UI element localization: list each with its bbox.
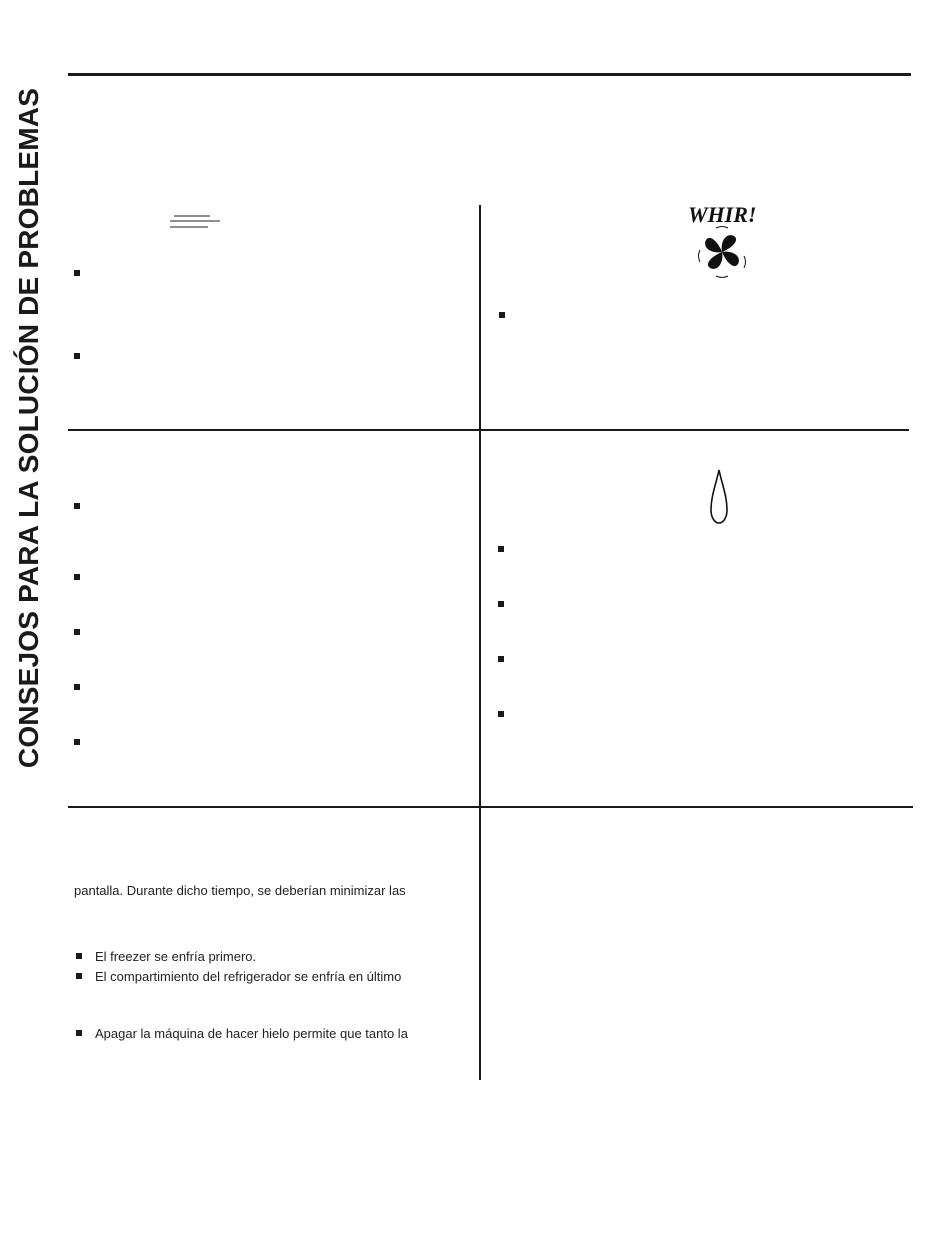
list-bullet	[74, 353, 80, 359]
list-bullet	[499, 312, 505, 318]
list-bullet	[498, 656, 504, 662]
water-drop-icon	[708, 468, 730, 526]
list-bullet	[74, 739, 80, 745]
list-bullet	[74, 503, 80, 509]
list-bullet	[76, 1030, 82, 1036]
list-bullet	[498, 601, 504, 607]
list-bullet	[498, 546, 504, 552]
center-divider	[479, 205, 481, 1080]
top-rule	[68, 73, 911, 76]
list-bullet	[498, 711, 504, 717]
cooldown-paragraph-line: pantalla. Durante dicho tiempo, se deberían minimizar las	[74, 883, 406, 898]
whir-label: WHIR!	[688, 202, 757, 227]
row-divider-1	[68, 429, 909, 431]
list-bullet	[76, 973, 82, 979]
freezer-cools-first-text: El freezer se enfría primero.	[95, 949, 257, 964]
fridge-cools-last-text: El compartimiento del refrigerador se enfría en último	[95, 969, 402, 984]
side-title-text: CONSEJOS PARA LA SOLUCIÓN DE PROBLEMAS	[13, 87, 44, 769]
fan-whir-icon	[684, 198, 768, 278]
list-bullet	[74, 574, 80, 580]
list-bullet	[74, 270, 80, 276]
sound-lines-icon	[168, 213, 224, 231]
list-bullet	[74, 684, 80, 690]
row-divider-2	[68, 806, 913, 808]
icemaker-off-text: Apagar la máquina de hacer hielo permite que tanto la	[95, 1026, 408, 1041]
side-title	[8, 38, 50, 818]
list-bullet	[74, 629, 80, 635]
list-bullet	[76, 953, 82, 959]
